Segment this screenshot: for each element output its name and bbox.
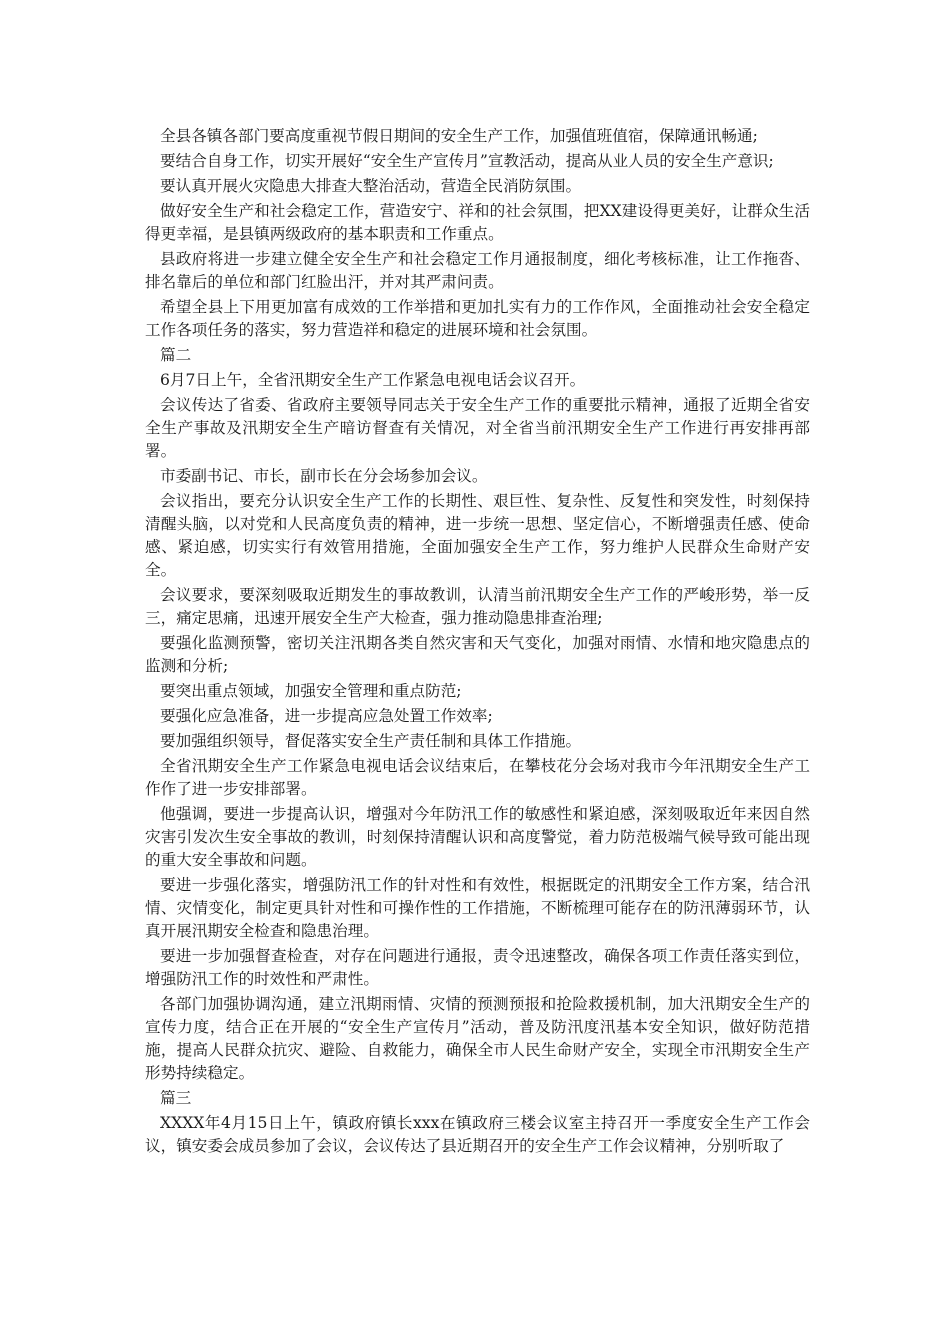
- paragraph-11: 会议要求，要深刻吸取近期发生的事故教训，认清当前汛期安全生产工作的严峻形势，举一反三，痛定思痛，迅速开展安全生产大检查，强力推动隐患排查治理;: [145, 586, 810, 627]
- paragraph-10: 会议指出，要充分认识安全生产工作的长期性、艰巨性、复杂性、反复性和突发性，时刻保持清醒头脑，以对党和人民高度负责的精神，进一步统一思想、坚定信心，不断增强责任感、使命感、紧迫感，切实实行有效管用措施，全面加强安全生产工作，努力维护人民群众生命财产安全。: [145, 492, 810, 579]
- paragraph-8: 会议传达了省委、省政府主要领导同志关于安全生产工作的重要批示精神，通报了近期全省安全生产事故及汛期安全生产暗访督查有关情况，对全省当前汛期安全生产工作进行再安排再部署。: [145, 396, 810, 460]
- paragraph-9: 市委副书记、市长，副市长在分会场参加会议。: [160, 467, 488, 485]
- paragraph-19: 要进一步加强督查检查，对存在问题进行通报，责令迅速整改，确保各项工作责任落实到位，增强防汛工作的时效性和严肃性。: [145, 947, 810, 988]
- paragraph-1: 全县各镇各部门要高度重视节假日期间的安全生产工作，加强值班值宿，保障通讯畅通;: [160, 127, 758, 145]
- paragraph-5: 县政府将进一步建立健全安全生产和社会稳定工作月通报制度，细化考核标准，让工作拖沓、排名靠后的单位和部门红脸出汗，并对其严肃问责。: [145, 250, 810, 291]
- paragraph-7: 6月7日上午，全省汛期安全生产工作紧急电视电话会议召开。: [160, 371, 586, 389]
- paragraph-12: 要强化监测预警，密切关注汛期各类自然灾害和天气变化，加强对雨情、水情和地灾隐患点的监测和分析;: [145, 634, 810, 675]
- paragraph-13: 要突出重点领域，加强安全管理和重点防范;: [160, 682, 462, 700]
- document-body: [145, 125, 810, 1160]
- paragraph-16: 全省汛期安全生产工作紧急电视电话会议结束后，在攀枝花分会场对我市今年汛期安全生产工作作了进一步安排部署。: [145, 757, 810, 798]
- paragraph-18: 要进一步强化落实，增强防汛工作的针对性和有效性，根据既定的汛期安全工作方案，结合汛情、灾情变化，制定更具针对性和可操作性的工作措施，不断梳理可能存在的防汛薄弱环节，认真开展汛期安全检查和隐患治理。: [145, 876, 810, 940]
- paragraph-6: 希望全县上下用更加富有成效的工作举措和更加扎实有力的工作作风，全面推动社会安全稳定工作各项任务的落实，努力营造祥和稳定的进展环境和社会氛围。: [145, 298, 810, 339]
- paragraph-2: 要结合自身工作，切实开展好“安全生产宣传月”宣教活动，提高从业人员的安全生产意识;: [160, 152, 774, 170]
- paragraph-3: 要认真开展火灾隐患大排查大整治活动，营造全民消防氛围。: [160, 177, 582, 195]
- paragraph-4: 做好安全生产和社会稳定工作，营造安宁、祥和的社会氛围，把XX建设得更美好，让群众生活得更幸福，是县镇两级政府的基本职责和工作重点。: [145, 202, 810, 243]
- section-heading-3: 篇三: [160, 1089, 192, 1107]
- paragraph-15: 要加强组织领导，督促落实安全生产责任制和具体工作措施。: [160, 732, 582, 750]
- paragraph-14: 要强化应急准备，进一步提高应急处置工作效率;: [160, 707, 493, 725]
- paragraph-20: 各部门加强协调沟通，建立汛期雨情、灾情的预测预报和抢险救援机制，加大汛期安全生产的宣传力度，结合正在开展的“安全生产宣传月”活动，普及防汛度汛基本安全知识，做好防范措施，提高人民群众抗灾、避险、自救能力，确保全市人民生命财产安全，实现全市汛期安全生产形势持续稳定。: [145, 995, 810, 1082]
- paragraph-21: XXXX年4月15日上午，镇政府镇长xxx在镇政府三楼会议室主持召开一季度安全生产工作会议，镇安委会成员参加了会议，会议传达了县近期召开的安全生产工作会议精神，分别听取了: [145, 1114, 810, 1155]
- paragraph-17: 他强调，要进一步提高认识，增强对今年防汛工作的敏感性和紧迫感，深刻吸取近年来因自然灾害引发次生安全事故的教训，时刻保持清醒认识和高度警觉，着力防范极端气候导致可能出现的重大安全事故和问题。: [145, 805, 810, 869]
- section-heading-2: 篇二: [160, 346, 192, 364]
